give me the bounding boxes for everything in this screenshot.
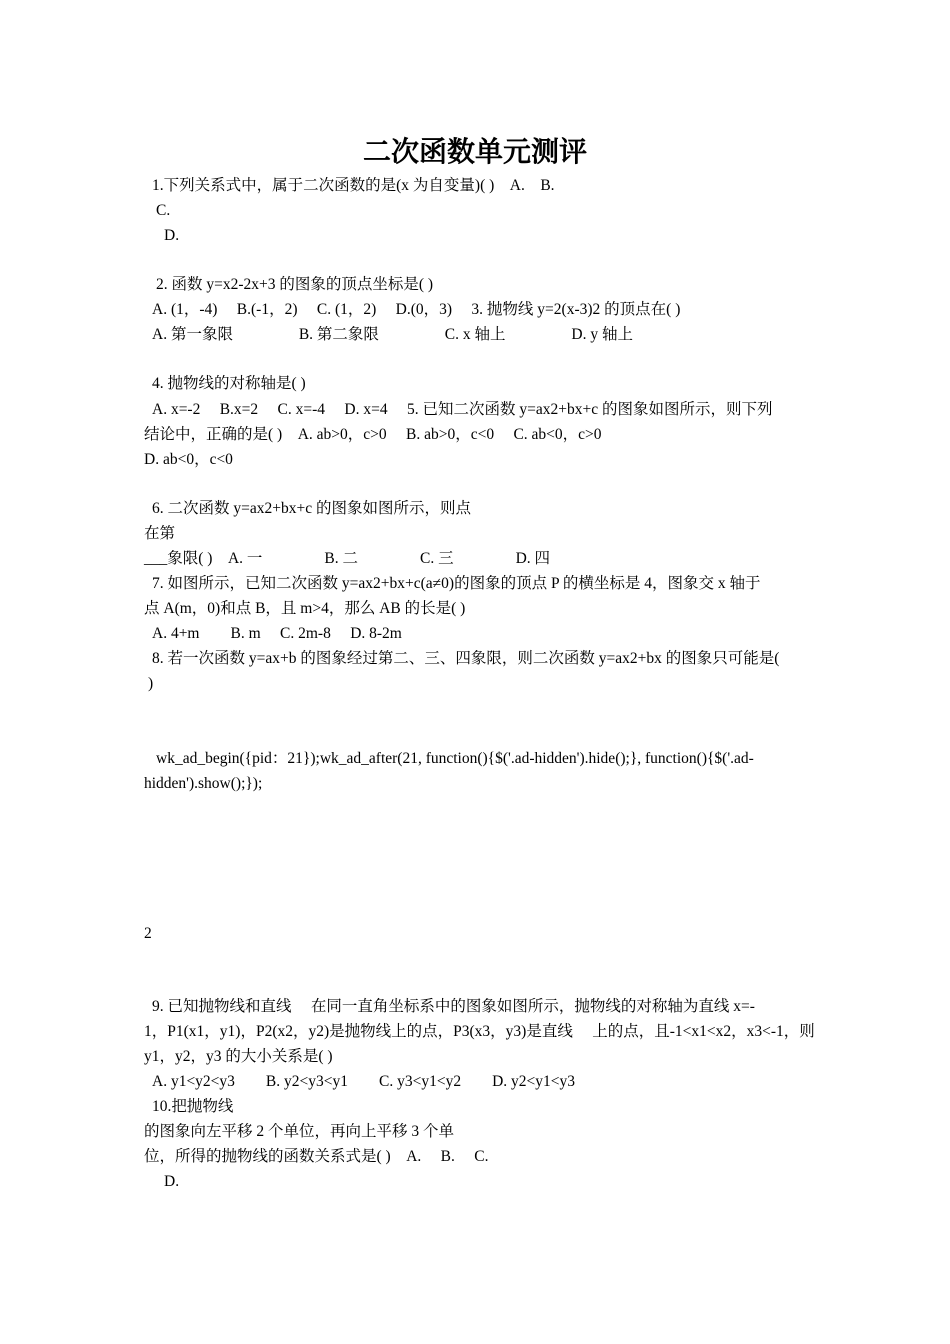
q9-stem-end: y1，y2，y3 的大小关系是( ) (144, 1048, 333, 1065)
q1-option-c: C. (156, 202, 171, 219)
q2-options-q3-stem: A. (1，-4) B.(-1，2) C. (1，2) D.(0，3) 3. 抛物线 y=2(x-3)2 的顶点在( ) (152, 301, 681, 318)
q7-stem: 7. 如图所示，已知二次函数 y=ax2+bx+c(a≠0)的图象的顶点 P 的横坐标是 4，图象交 x 轴于 (152, 575, 761, 592)
q1-stem: 1.下列关系式中，属于二次函数的是(x 为自变量)( ) A. B. (152, 177, 555, 194)
q6-options: ___象限( ) A. 一 B. 二 C. 三 D. 四 (144, 550, 551, 567)
q8-stem-cont: ) (148, 675, 154, 692)
page-title: 二次函数单元测评 (362, 135, 587, 168)
q4-options-q5-stem: A. x=-2 B.x=2 C. x=-4 D. x=4 5. 已知二次函数 y=ax2+bx+c 的图象如图所示，则下列 (152, 401, 773, 418)
q5-stem-options: 结论中，正确的是( ) A. ab>0，c>0 B. ab>0，c<0 C. ab<0，c>0 (144, 426, 602, 443)
q7-stem-cont: 点 A(m，0)和点 B，且 m>4，那么 AB 的长是( ) (144, 600, 466, 617)
q10-stem-cont: 的图象向左平移 2 个单位，再向上平移 3 个单 (144, 1123, 455, 1140)
q5-option-d: D. ab<0，c<0 (144, 451, 233, 468)
script-code-line: wk_ad_begin({pid：21});wk_ad_after(21, function(){$('.ad-hidden').hide();}, function(){$('.ad- (156, 750, 754, 767)
q9-stem: 9. 已知抛物线和直线 在同一直角坐标系中的图象如图所示，抛物线的对称轴为直线 x=- (152, 998, 755, 1015)
page-number: 2 (144, 925, 152, 942)
q6-stem: 6. 二次函数 y=ax2+bx+c 的图象如图所示，则点 (152, 500, 471, 517)
q7-options: A. 4+m B. m C. 2m-8 D. 8-2m (152, 625, 402, 642)
q4-stem: 4. 抛物线的对称轴是( ) (152, 375, 306, 392)
q6-stem-cont: 在第 (144, 525, 176, 542)
q9-options: A. y1<y2<y3 B. y2<y3<y1 C. y3<y1<y2 D. y2<y1<y3 (152, 1073, 575, 1090)
q10-stem: 10.把抛物线 (152, 1098, 234, 1115)
q9-stem-cont: 1，P1(x1，y1)，P2(x2，y2)是抛物线上的点，P3(x3，y3)是直线 上的点，且-1<x1<x2，x3<-1，则 (144, 1023, 815, 1040)
q10-stem-options: 位，所得的抛物线的函数关系式是( ) A. B. C. (144, 1148, 489, 1165)
q8-stem: 8. 若一次函数 y=ax+b 的图象经过第二、三、四象限，则二次函数 y=ax2+bx 的图象只可能是( (152, 650, 780, 667)
q2-stem: 2. 函数 y=x2-2x+3 的图象的顶点坐标是( ) (156, 276, 434, 293)
q3-options: A. 第一象限 B. 第二象限 C. x 轴上 D. y 轴上 (152, 326, 633, 343)
q1-option-d: D. (164, 227, 180, 244)
script-code-line-cont: hidden').show();}); (144, 775, 263, 792)
q10-option-d: D. (164, 1173, 180, 1190)
